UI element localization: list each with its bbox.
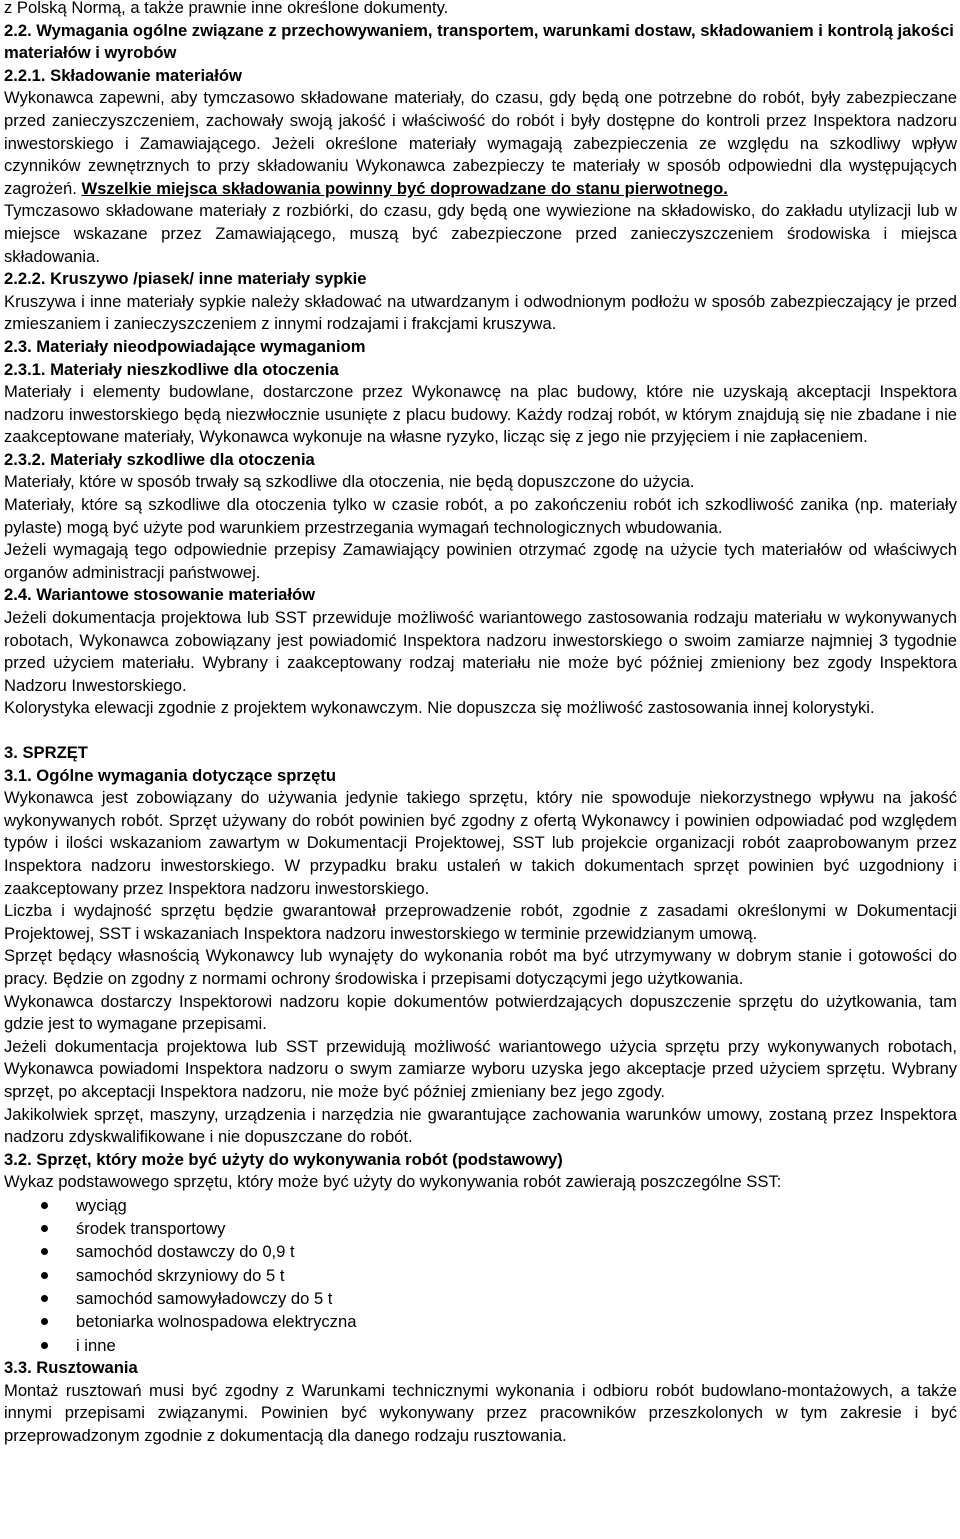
harmless-materials-paragraph: Materiały i elementy budowlane, dostarczone przez Wykonawcę na plac budowy, które nie uzyskają akceptacji Inspektora nadzoru inwestorskiego będą niezwłocznie usunięte z placu budowy. Każdy rodzaj robót, w którym znajdują się nie zbadane i nie zaakceptowane materiały, Wykonawca wykonuje na własne ryzyko, licząc się z jego nie przyjęciem i nie zapłaceniem.: [4, 382, 957, 447]
heading-2-4: 2.4. Wariantowe stosowanie materiałów: [4, 585, 316, 605]
equipment-paragraph-2: Liczba i wydajność sprzętu będzie gwarantował przeprowadzenie robót, zgodnie z zasadami określonymi w Dokumentacji Projektowej, SST i wskazaniach Inspektora nadzoru inwestorskiego w terminie przewidzianym umową.: [4, 901, 957, 943]
bullet-icon: [41, 1342, 48, 1349]
blank-line: [4, 720, 957, 742]
equipment-list: [4, 1194, 957, 1357]
storage-underlined-text: Wszelkie miejsca składowania powinny być doprowadzane do stanu pierwotnego.: [81, 178, 728, 198]
heading-2-3-1: 2.3.1. Materiały nieszkodliwe dla otoczenia: [4, 359, 339, 379]
scaffolding-paragraph: Montaż rusztowań musi być zgodny z Warunkami technicznymi wykonania i odbioru robót budowlano-montażowych, a także innymi przepisami związanymi. Powinien być wykonywany przez pracowników przeszkolonych w tym zakresie i być przeprowadzonym zgodnie z dokumentacją dla danego rodzaju rusztowania.: [4, 1380, 957, 1445]
list-item-text: wyciąg: [76, 1195, 127, 1215]
harmful-materials-paragraph-2: Materiały, które są szkodliwe dla otoczenia tylko w czasie robót, a po zakończeniu robót ich szkodliwość zanika (np. materiały pylaste) mogą być użyte pod warunkiem przestrzegania wymagań technologicznych wbudowania.: [4, 495, 957, 537]
heading-2-3: 2.3. Materiały nieodpowiadające wymaganiom: [4, 336, 366, 356]
bullet-icon: [41, 1272, 48, 1279]
list-item-text: i inne: [76, 1335, 116, 1355]
bullet-icon: [41, 1225, 48, 1232]
document-page: [4, 0, 957, 1447]
facade-colour-paragraph: Kolorystyka elewacji zgodnie z projektem wykonawczym. Nie dopuszcza się możliwość zastosowania innej kolorystyki.: [4, 698, 875, 718]
harmful-materials-paragraph-1: Materiały, które w sposób trwały są szkodliwe dla otoczenia, nie będą dopuszczone do użycia.: [4, 472, 695, 492]
bullet-icon: [41, 1248, 48, 1255]
demolition-storage-paragraph: Tymczasowo składowane materiały z rozbiórki, do czasu, gdy będą one wywiezione na składowisko, do zakładu utylizacji lub w miejsce wskazane przez Zamawiającego, muszą być zabezpieczone przed zanieczyszczeniem środowiska i miejsca składowania.: [4, 201, 957, 266]
equipment-paragraph-5: Jeżeli dokumentacja projektowa lub SST przewidują możliwość wariantowego użycia sprzętu przy wykonywanych robotach, Wykonawca powiadomi Inspektora nadzoru o swym zamiarze wyboru uzyska jego akceptacje przed użyciem sprzętu. Wybrany sprzęt, po akceptacji Inspektora nadzoru, nie może być później zmieniany bez jego zgody.: [4, 1036, 957, 1101]
list-item: [4, 1264, 957, 1287]
heading-2-3-2: 2.3.2. Materiały szkodliwe dla otoczenia: [4, 449, 315, 469]
list-item: [4, 1287, 957, 1310]
bullet-icon: [41, 1295, 48, 1302]
heading-3-1: 3.1. Ogólne wymagania dotyczące sprzętu: [4, 765, 336, 785]
heading-2-2-2: 2.2.2. Kruszywo /piasek/ inne materiały sypkie: [4, 269, 367, 289]
intro-paragraph: z Polską Normą, a także prawnie inne określone dokumenty.: [4, 0, 449, 17]
storage-paragraph: [4, 87, 957, 200]
heading-2-2: 2.2. Wymagania ogólne związane z przechowywaniem, transportem, warunkami dostaw, składowaniem i kontrolą jakości materiałów i wyrobów: [4, 20, 954, 63]
bullet-icon: [41, 1202, 48, 1209]
list-item-text: środek transportowy: [76, 1219, 226, 1239]
heading-2-2-1: 2.2.1. Składowanie materiałów: [4, 65, 242, 85]
list-item: [4, 1194, 957, 1217]
bullet-icon: [41, 1318, 48, 1325]
list-item: [4, 1310, 957, 1333]
harmful-materials-paragraph-3: Jeżeli wymagają tego odpowiednie przepisy Zamawiający powinien otrzymać zgodę na użycie tych materiałów od właściwych organów administracji państwowej.: [4, 540, 957, 582]
list-item: [4, 1334, 957, 1357]
list-item-text: betoniarka wolnospadowa elektryczna: [76, 1312, 357, 1332]
variant-materials-paragraph: Jeżeli dokumentacja projektowa lub SST przewiduje możliwość wariantowego zastosowania rodzaju materiału w wykonywanych robotach, Wykonawca zobowiązany jest powiadomić Inspektora nadzoru inwestorskiego o swoim zamiarze najmniej 3 tygodnie przed użyciem materiału. Wybrany i zaakceptowany rodzaj materiału nie może być później zmieniony bez zgody Inspektora Nadzoru Inwestorskiego.: [4, 608, 957, 695]
list-item-text: samochód samowyładowczy do 5 t: [76, 1289, 333, 1309]
heading-3-2: 3.2. Sprzęt, który może być użyty do wykonywania robót (podstawowy): [4, 1149, 563, 1169]
heading-3-3: 3.3. Rusztowania: [4, 1357, 138, 1377]
equipment-paragraph-6: Jakikolwiek sprzęt, maszyny, urządzenia i narzędzia nie gwarantujące zachowania warunków umowy, zostaną przez Inspektora nadzoru zdyskwalifikowane i nie dopuszczane do robót.: [4, 1104, 957, 1147]
list-item: [4, 1217, 957, 1240]
equipment-paragraph-1: Wykonawca jest zobowiązany do używania jedynie takiego sprzętu, który nie spowoduje niekorzystnego wpływu na jakość wykonywanych robót. Sprzęt używany do robót powinien być zgodny z ofertą Wykonawcy i powinien odpowiadać pod względem typów i ilości wskazaniom zawartym w Dokumentacji Projektowej, SST lub projekcie organizacji robót zaaprobowanym przez Inspektora nadzoru inwestorskiego. W przypadku braku ustaleń w takich dokumentach sprzęt powinien być uzgodniony i zaakceptowany przez Inspektora nadzoru inwestorskiego.: [4, 788, 957, 898]
list-item-text: samochód skrzyniowy do 5 t: [76, 1265, 285, 1285]
list-item: [4, 1240, 957, 1263]
equipment-list-intro: Wykaz podstawowego sprzętu, który może być użyty do wykonywania robót zawierają poszczególne SST:: [4, 1172, 782, 1192]
heading-3: 3. SPRZĘT: [4, 743, 88, 762]
equipment-paragraph-3: Sprzęt będący własnością Wykonawcy lub wynajęty do wykonania robót ma być utrzymywany w dobrym stanie i gotowości do pracy. Będzie on zgodny z normami ochrony środowiska i przepisami dotyczącymi jego użytkowania.: [4, 946, 957, 988]
aggregate-paragraph: Kruszywa i inne materiały sypkie należy składować na utwardzanym i odwodnionym podłożu w sposób zabezpieczający je przed zmieszaniem i zanieczyszczeniem z innymi rodzajami i frakcjami kruszywa.: [4, 291, 957, 334]
equipment-paragraph-4: Wykonawca dostarczy Inspektorowi nadzoru kopie dokumentów potwierdzających dopuszczenie sprzętu do użytkowania, tam gdzie jest to wymagane przepisami.: [4, 991, 957, 1034]
storage-text: Wykonawca zapewni, aby tymczasowo składowane materiały, do czasu, gdy będą one potrzebne do robót, były zabezpieczane przed zanieczyszczeniem, zachowały swoją jakość i właściwość do robót i były dostępne do kontroli przez Inspektora nadzoru inwestorskiego i Zamawiającego. Jeżeli określone materiały wymagają zabezpieczenia ze względu na szkodliwy wpływ czynników zewnętrznych to przy składowaniu Wykonawca zabezpieczy te materiały w sposób odpowiedni dla występujących zagrożeń.: [4, 88, 957, 198]
list-item-text: samochód dostawczy do 0,9 t: [76, 1242, 295, 1262]
